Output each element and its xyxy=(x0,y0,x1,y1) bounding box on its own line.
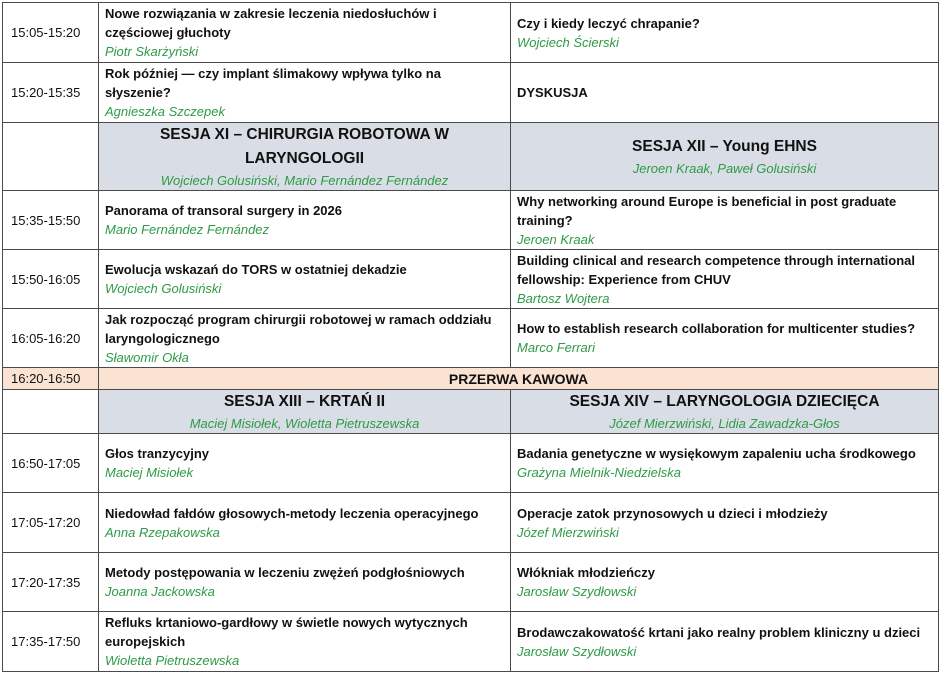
talk-cell xyxy=(511,434,939,493)
talk-title: Ewolucja wskazań do TORS w ostatniej dekadzie xyxy=(105,262,407,277)
talk-cell xyxy=(99,434,511,493)
talk-cell xyxy=(511,612,939,672)
time-slot: 15:50-16:05 xyxy=(3,250,99,309)
discussion-label: DYSKUSJA xyxy=(517,85,588,100)
table-row xyxy=(3,309,939,368)
time-slot: 16:20-16:50 xyxy=(3,368,99,390)
time-slot: 15:20-15:35 xyxy=(3,63,99,123)
time-slot: 17:20-17:35 xyxy=(3,553,99,612)
talk-title: Metody postępowania w leczeniu zwężeń podgłośniowych xyxy=(105,565,465,580)
speaker-name: Józef Mierzwiński xyxy=(517,524,619,540)
talk-title: Włókniak młodzieńczy xyxy=(517,565,655,580)
session-header-row xyxy=(3,123,939,191)
talk-title: Badania genetyczne w wysiękowym zapaleniu ucha środkowego xyxy=(517,446,916,461)
session-header xyxy=(511,123,939,191)
talk-cell xyxy=(99,63,511,123)
talk-cell xyxy=(511,553,939,612)
speaker-name: Mario Fernández Fernández xyxy=(105,222,270,237)
speaker-name: Piotr Skarżyński xyxy=(105,44,199,59)
talk-title: Operacje zatok przynosowych u dzieci i młodzieży xyxy=(517,505,828,521)
talk-cell xyxy=(99,612,511,672)
talk-cell xyxy=(99,553,511,612)
table-row xyxy=(3,612,939,672)
session-chairs: Wojciech Golusiński, Mario Fernández Fernández xyxy=(160,173,449,188)
session-title: SESJA XIII – KRTAŃ II xyxy=(223,393,386,410)
coffee-break-label: PRZERWA KAWOWA xyxy=(99,368,939,390)
talk-cell xyxy=(511,63,939,123)
speaker-name: Sławomir Okła xyxy=(105,349,189,365)
session-chairs: Józef Mierzwiński, Lidia Zawadzka-Głos xyxy=(609,416,840,431)
session-header xyxy=(99,123,511,191)
table-row xyxy=(3,3,939,63)
speaker-name: Wioletta Pietruszewska xyxy=(105,653,240,668)
talk-cell xyxy=(511,309,939,368)
speaker-name: Wojciech Ścierski xyxy=(517,34,619,50)
table-row xyxy=(3,63,939,123)
talk-cell xyxy=(99,493,511,553)
table-row xyxy=(3,553,939,612)
talk-cell xyxy=(511,493,939,553)
session-header xyxy=(99,390,511,434)
talk-title: How to establish research collaboration for multicenter studies? xyxy=(517,321,916,336)
coffee-break-row xyxy=(3,368,939,390)
session-chairs: Jeroen Kraak, Paweł Golusiński xyxy=(632,161,817,176)
speaker-name: Jeroen Kraak xyxy=(517,231,595,247)
talk-cell xyxy=(511,191,939,250)
speaker-name: Jarosław Szydłowski xyxy=(517,643,637,659)
time-slot: 17:35-17:50 xyxy=(3,612,99,672)
speaker-name: Bartosz Wojtera xyxy=(517,290,610,306)
talk-title: Rok później — czy implant ślimakowy wpływa tylko na słyszenie? xyxy=(105,66,441,100)
time-slot: 16:05-16:20 xyxy=(3,309,99,368)
talk-title: Panorama of transoral surgery in 2026 xyxy=(105,203,342,218)
talk-title: Głos tranzycyjny xyxy=(105,446,210,461)
session-header-row xyxy=(3,390,939,434)
speaker-name: Marco Ferrari xyxy=(517,340,596,355)
talk-cell xyxy=(511,250,939,309)
talk-cell xyxy=(99,250,511,309)
talk-cell xyxy=(99,191,511,250)
table-row xyxy=(3,493,939,553)
speaker-name: Grażyna Mielnik-Niedzielska xyxy=(517,465,681,480)
talk-title: Jak rozpocząć program chirurgii robotowej w ramach oddziału laryngologicznego xyxy=(105,311,492,346)
session-chairs: Maciej Misiołek, Wioletta Pietruszewska xyxy=(189,416,420,431)
empty-time-cell xyxy=(3,390,99,434)
session-title: SESJA XII – Young EHNS xyxy=(632,138,817,155)
schedule-table xyxy=(2,2,939,672)
time-slot: 16:50-17:05 xyxy=(3,434,99,493)
time-slot: 15:05-15:20 xyxy=(3,3,99,63)
speaker-name: Maciej Misiołek xyxy=(105,465,194,480)
session-header xyxy=(511,390,939,434)
session-title: SESJA XI – CHIRURGIA ROBOTOWA W LARYNGOLOGII xyxy=(159,126,450,167)
talk-cell xyxy=(511,3,939,63)
speaker-name: Anna Rzepakowska xyxy=(105,524,220,540)
talk-title: Brodawczakowatość krtani jako realny problem kliniczny u dzieci xyxy=(517,624,921,640)
speaker-name: Jarosław Szydłowski xyxy=(517,584,637,599)
talk-title: Niedowład fałdów głosowych-metody leczenia operacyjnego xyxy=(105,505,479,521)
session-title: SESJA XIV – LARYNGOLOGIA DZIECIĘCA xyxy=(569,393,880,410)
talk-cell xyxy=(99,3,511,63)
talk-title: Nowe rozwiązania w zakresie leczenia niedosłuchów i częściowej głuchoty xyxy=(105,6,437,40)
time-slot: 15:35-15:50 xyxy=(3,191,99,250)
speaker-name: Joanna Jackowska xyxy=(105,584,215,599)
table-row xyxy=(3,434,939,493)
time-slot: 17:05-17:20 xyxy=(3,493,99,553)
talk-title: Refluks krtaniowo-gardłowy w świetle nowych wytycznych europejskich xyxy=(105,615,468,649)
speaker-name: Wojciech Golusiński xyxy=(105,281,222,296)
talk-cell xyxy=(99,309,511,368)
empty-time-cell xyxy=(3,123,99,191)
talk-title: Czy i kiedy leczyć chrapanie? xyxy=(517,15,700,31)
speaker-name: Agnieszka Szczepek xyxy=(105,104,225,119)
talk-title: Building clinical and research competence through international fellowship: Experience from CHUV xyxy=(517,252,916,287)
talk-title: Why networking around Europe is beneficial in post graduate training? xyxy=(517,193,897,228)
table-row xyxy=(3,250,939,309)
table-row xyxy=(3,191,939,250)
